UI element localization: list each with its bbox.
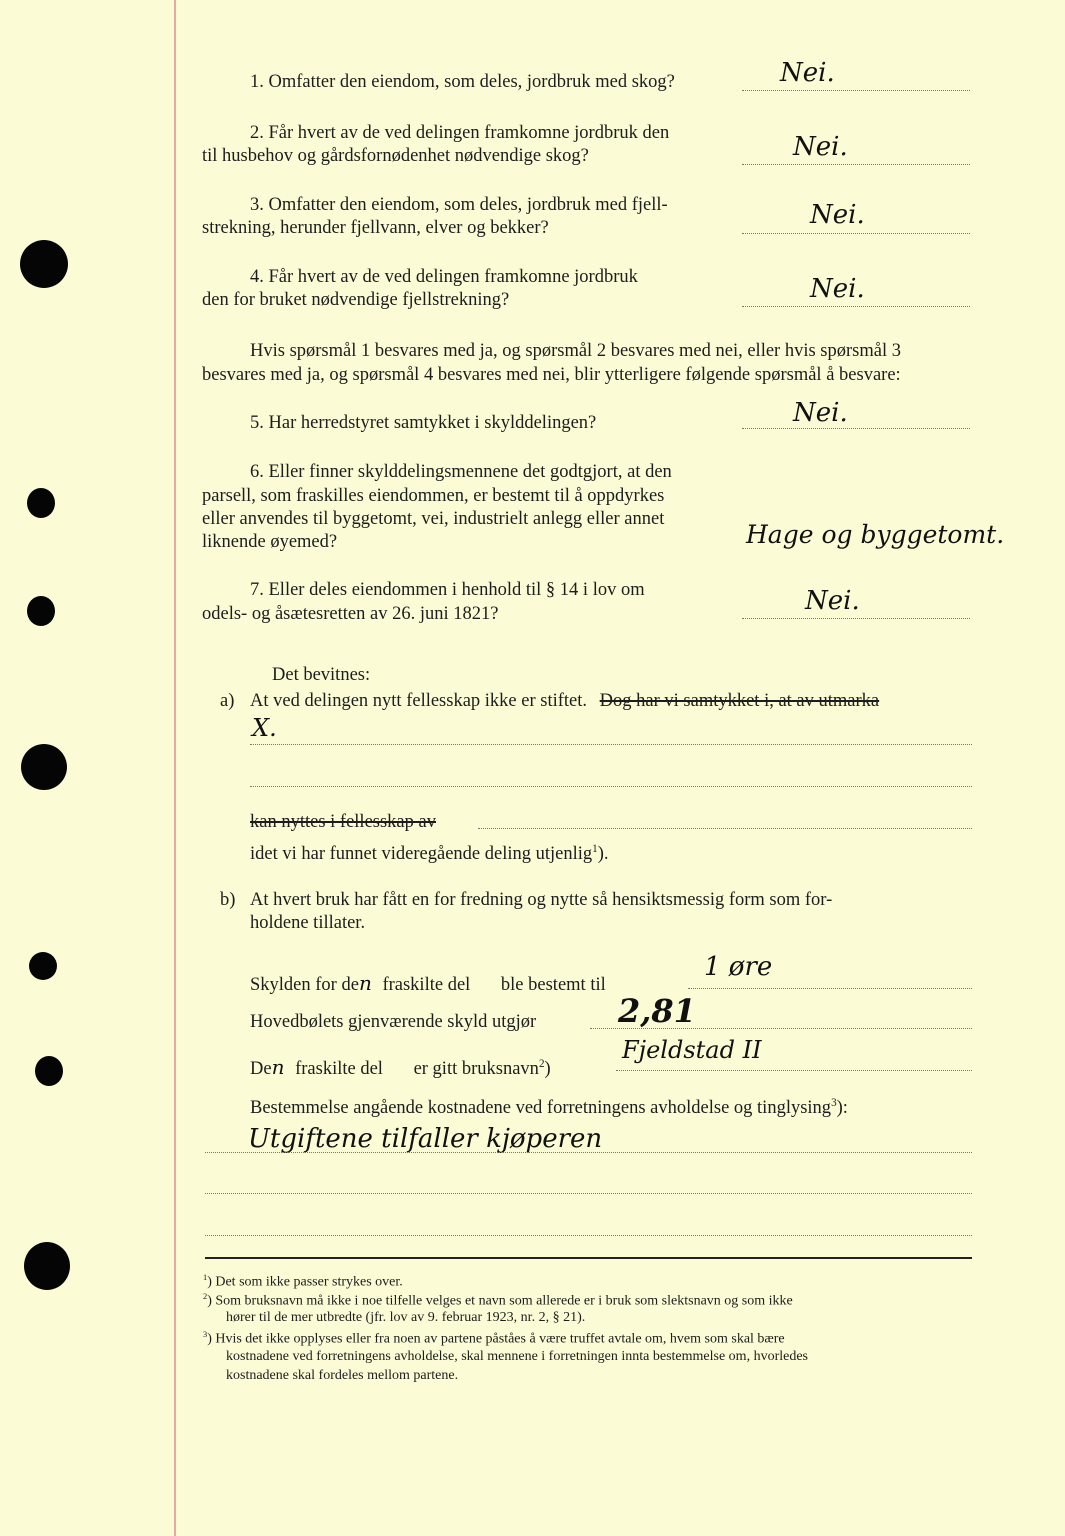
binder-hole: [27, 488, 55, 518]
skyld-line4: Bestemmelse angående kostnadene ved forretningens avholdelse og tinglysing$^3$):: [250, 1097, 848, 1119]
binder-hole: [29, 952, 57, 980]
witness-b-line1: At hvert bruk har fått en for fredning og nytte så hensiktsmessig form som for-: [250, 890, 833, 910]
binder-hole: [20, 240, 68, 288]
blank-line: [478, 828, 972, 829]
footnote-1: $^1$) Det som ikke passer strykes over.: [203, 1273, 403, 1290]
handwritten-answer-3: Nei.: [810, 200, 865, 230]
footnote-2: $^2$) Som bruksnavn må ikke i noe tilfelle velges et navn som allerede er i bruk som slektsnavn og som ikke: [203, 1292, 793, 1309]
handwritten-answer-7: Nei.: [805, 586, 860, 616]
question-3: 3. Omfatter den eiendom, som deles, jordbruk med fjell-: [250, 195, 668, 215]
question-6-line2: parsell, som fraskilles eiendommen, er bestemt til å oppdyrkes: [202, 486, 665, 506]
footnote-3-line2: kostnadene ved forretningens avholdelse, skal mennene i forretningen innta bestemmelse om, hvorledes: [226, 1349, 808, 1364]
blank-line: [250, 786, 972, 787]
footnote-3: $^3$) Hvis det ikke opplyses eller fra noen av partene påståes å være truffet avtale om, hvem som skal bære: [203, 1330, 785, 1347]
binder-hole: [24, 1242, 70, 1290]
question-2-line2: til husbehov og gårdsfornødenhet nødvendige skog?: [202, 146, 589, 166]
handwritten-remaining-skyld: 2,81: [618, 992, 696, 1030]
question-5: 5. Har herredstyret samtykket i skylddelingen?: [250, 413, 597, 433]
struck-text-2: kan nyttes i fellesskap av: [250, 812, 436, 832]
question-6: 6. Eller finner skylddelingsmennene det godtgjort, at den: [250, 462, 672, 482]
binder-hole: [21, 744, 67, 790]
binder-hole: [27, 596, 55, 626]
handwritten-answer-1: Nei.: [780, 58, 835, 88]
answer-line: [742, 90, 970, 91]
skyld-line3: Den fraskilte del er gitt bruksnavn$^2$): [250, 1055, 551, 1079]
question-6-line4: liknende øyemed?: [202, 532, 338, 552]
witness-a-text: At ved delingen nytt fellesskap ikke er stiftet. Dog har vi samtykket i, at av utmarka: [250, 691, 880, 711]
struck-text: Dog har vi samtykket i, at av utmarka: [599, 691, 880, 711]
handwritten-mark: X.: [252, 714, 277, 742]
footnote-2-line2: hører til de mer utbredte (jfr. lov av 9. februar 1923, nr. 2, § 21).: [226, 1310, 586, 1325]
handwritten-bruksnavn: Fjeldstad II: [622, 1036, 762, 1064]
question-1: 1. Omfatter den eiendom, som deles, jordbruk med skog?: [250, 72, 675, 92]
handwritten-answer-4: Nei.: [810, 274, 865, 304]
handwritten-answer-5: Nei.: [793, 398, 848, 428]
answer-line: [742, 428, 970, 429]
question-7-line2: odels- og åsætesretten av 26. juni 1821?: [202, 604, 499, 624]
instruction-line1: Hvis spørsmål 1 besvares med ja, og spørsmål 2 besvares med nei, eller hvis spørsmål 3: [250, 341, 901, 361]
question-7: 7. Eller deles eiendommen i henhold til § 14 i lov om: [250, 580, 645, 600]
witness-a-text2: idet vi har funnet videregående deling utjenlig$^1$).: [250, 843, 609, 865]
skyld-line2: Hovedbølets gjenværende skyld utgjør: [250, 1012, 537, 1032]
instruction-line2: besvares med ja, og spørsmål 4 besvares med nei, blir ytterligere følgende spørsmål å besvare:: [202, 365, 901, 385]
blank-line: [205, 1235, 972, 1236]
answer-line: [688, 988, 972, 989]
question-4-line2: den for bruket nødvendige fjellstrekning?: [202, 290, 510, 310]
footnote-3-line3: kostnadene skal fordeles mellom partene.: [226, 1368, 459, 1383]
blank-line: [205, 1152, 972, 1153]
handwritten-answer-6: Hage og byggetomt.: [746, 520, 1005, 549]
question-2: 2. Får hvert av de ved delingen framkomne jordbruk den: [250, 123, 670, 143]
witness-b-line2: holdene tillater.: [250, 913, 366, 933]
witness-a-label: a): [220, 691, 235, 711]
skyld-line1: Skylden for den fraskilte del ble bestemt til: [250, 971, 606, 995]
question-4: 4. Får hvert av de ved delingen framkomne jordbruk: [250, 267, 638, 287]
answer-line: [616, 1070, 972, 1071]
question-3-line2: strekning, herunder fjellvann, elver og bekker?: [202, 218, 549, 238]
blank-line: [250, 744, 972, 745]
witness-heading: Det bevitnes:: [272, 665, 371, 685]
handwritten-answer-2: Nei.: [793, 132, 848, 162]
binder-hole: [35, 1056, 63, 1086]
answer-line: [742, 233, 970, 234]
answer-line: [742, 164, 970, 165]
footnote-rule: [205, 1257, 972, 1259]
witness-b-label: b): [220, 890, 236, 910]
handwritten-costs: Utgiftene tilfaller kjøperen: [248, 1124, 603, 1154]
blank-line: [205, 1193, 972, 1194]
answer-line: [742, 306, 970, 307]
question-6-line3: eller anvendes til byggetomt, vei, industrielt anlegg eller annet: [202, 509, 665, 529]
margin-line: [174, 0, 176, 1536]
answer-line: [742, 618, 970, 619]
handwritten-skyld: 1 øre: [704, 952, 773, 982]
